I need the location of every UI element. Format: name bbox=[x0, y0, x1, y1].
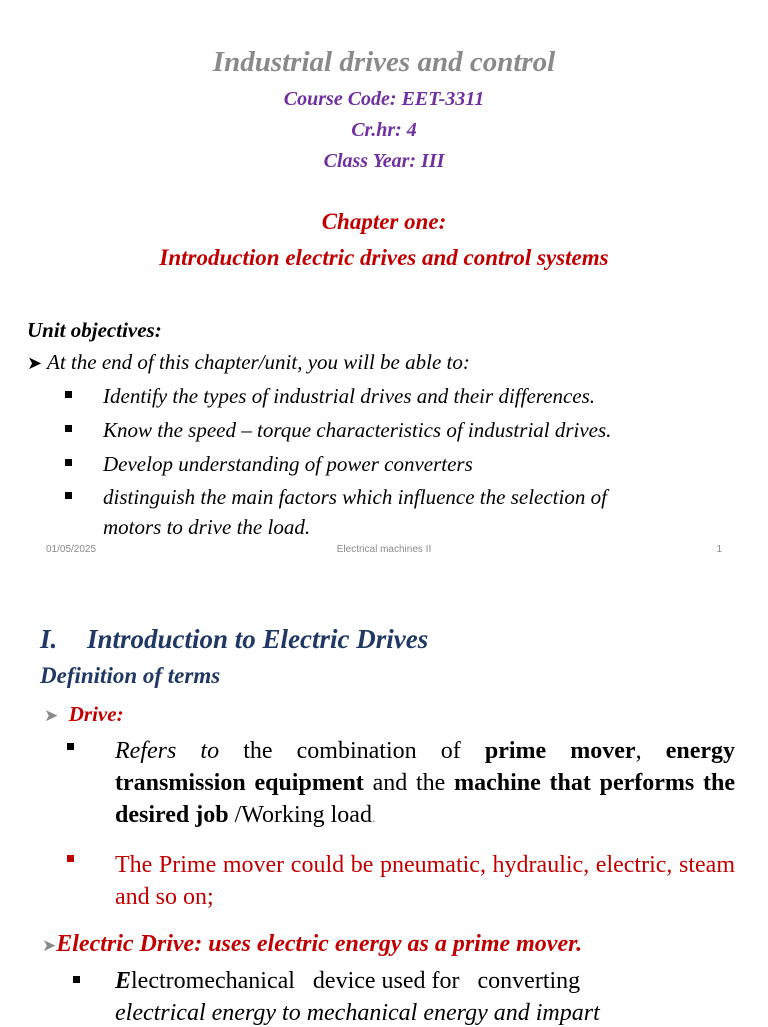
objective-item: Develop understanding of power converters bbox=[103, 452, 473, 476]
subheading: Definition of terms bbox=[40, 663, 221, 688]
electric-drive-definition bbox=[115, 968, 580, 995]
electric-drive-text: lectromechanical device used for converting bbox=[131, 968, 581, 994]
course-code: Course Code: EET-3311 bbox=[283, 88, 485, 110]
drive-label: Drive: bbox=[68, 702, 124, 726]
definition-text: , bbox=[635, 738, 666, 764]
section-number: I. bbox=[40, 624, 58, 654]
section-heading bbox=[40, 624, 428, 655]
definition-text: the combination of bbox=[219, 738, 485, 764]
objective-item: Identify the types of industrial drives and their differences. bbox=[103, 384, 596, 408]
term-machine: machine that performs the desired job bbox=[115, 770, 735, 828]
square-bullet-icon bbox=[73, 976, 80, 983]
class-year: Class Year: III bbox=[323, 150, 445, 172]
slide-title: Industrial drives and control bbox=[212, 46, 556, 78]
objective-item: Know the speed – torque characteristics of industrial drives. bbox=[103, 418, 612, 442]
prime-mover-note: The Prime mover could be pneumatic, hydraulic, electric, steam and so on; bbox=[115, 852, 735, 910]
section-title: Introduction to Electric Drives bbox=[87, 624, 429, 654]
square-bullet-icon bbox=[65, 391, 72, 398]
objective-item-continued: motors to drive the load. bbox=[103, 515, 311, 539]
arrow-bullet-icon: ➤ bbox=[44, 706, 59, 726]
arrow-bullet-icon: ➤ bbox=[27, 353, 43, 373]
square-bullet-icon bbox=[67, 743, 74, 750]
chapter-label: Chapter one: bbox=[321, 209, 447, 234]
square-bullet-icon bbox=[65, 492, 72, 499]
slide-2 bbox=[0, 566, 768, 1024]
drive-definition bbox=[115, 735, 735, 835]
objective-item: distinguish the main factors which influence the selection of bbox=[103, 485, 607, 509]
electric-drive-heading: Electric Drive: uses electric energy as a prime mover. bbox=[56, 931, 583, 957]
chapter-title: Introduction electric drives and control systems bbox=[159, 245, 609, 270]
definition-text: and the bbox=[363, 770, 455, 796]
definition-text: /Working load bbox=[228, 802, 372, 828]
footer-page-number: 1 bbox=[716, 544, 722, 555]
term-prime-mover: prime mover bbox=[484, 738, 636, 764]
definition-dot: . bbox=[371, 811, 376, 826]
credit-hours: Cr.hr: 4 bbox=[351, 119, 417, 141]
drop-letter: E bbox=[115, 968, 132, 994]
electric-drive-text-line2: electrical energy to mechanical energy and impart bbox=[115, 1000, 600, 1026]
square-bullet-icon bbox=[67, 855, 74, 862]
square-bullet-icon bbox=[65, 425, 72, 432]
footer-date: 01/05/2025 bbox=[46, 544, 97, 555]
objectives-intro: At the end of this chapter/unit, you will be able to: bbox=[47, 350, 470, 374]
objectives-heading: Unit objectives: bbox=[27, 318, 162, 342]
drive-heading bbox=[44, 702, 124, 727]
square-bullet-icon bbox=[65, 459, 72, 466]
objectives-intro-line bbox=[27, 350, 470, 375]
footer-course: Electrical machines II bbox=[336, 544, 432, 555]
arrow-bullet-icon: ➤ bbox=[42, 936, 57, 956]
electric-drive-heading-line bbox=[42, 931, 582, 958]
refers-to-text: Refers to bbox=[115, 738, 220, 764]
term-energy-transmission: energy transmission equipment bbox=[115, 738, 736, 796]
